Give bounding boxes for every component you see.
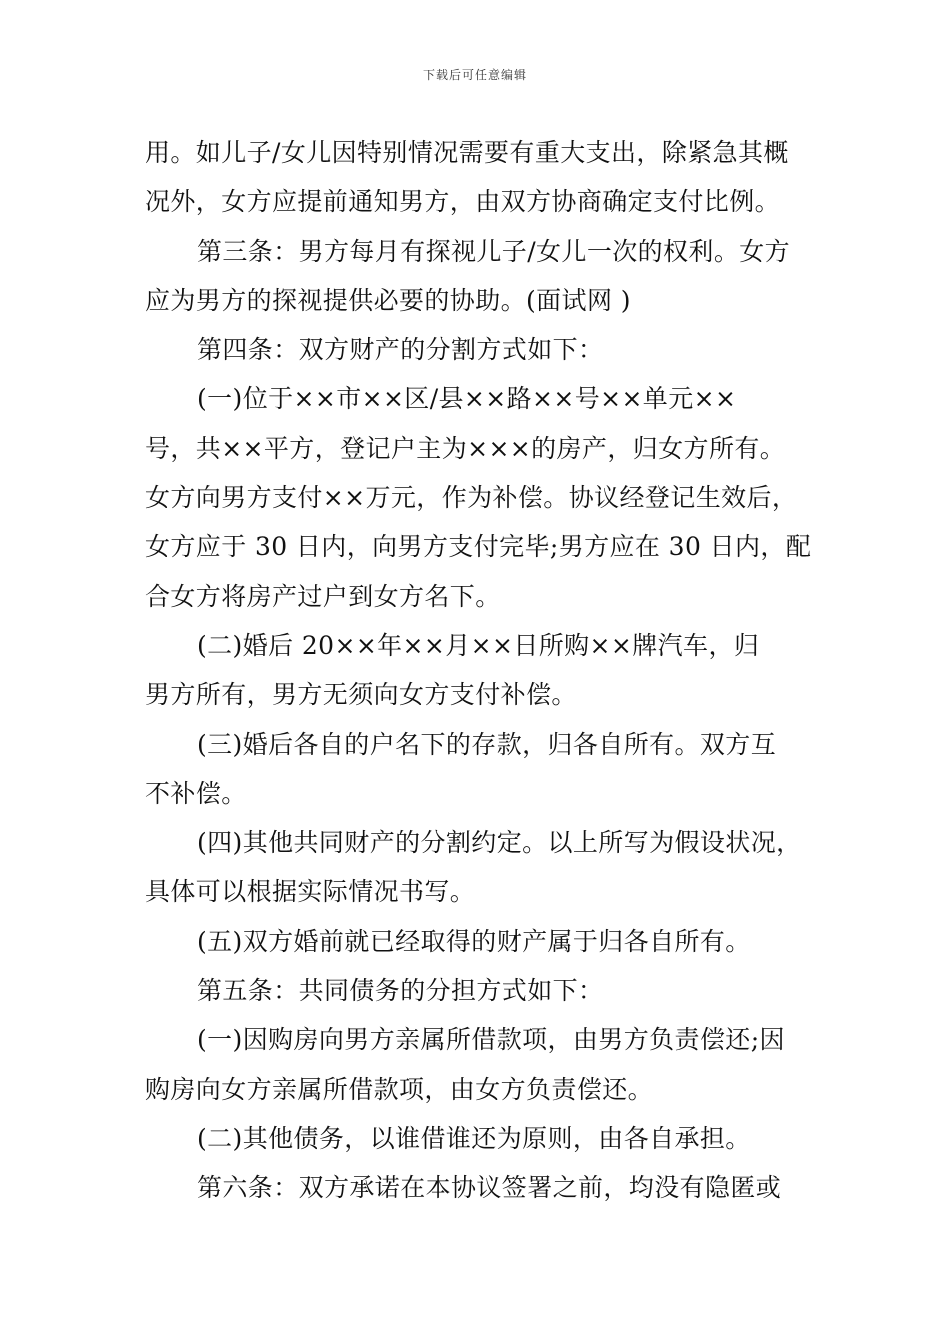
text-line: 购房向女方亲属所借款项，由女方负责偿还。 — [145, 1074, 654, 1104]
article-3-line: 第三条：男方每月有探视儿子/女儿一次的权利。女方 — [197, 236, 791, 266]
text-line: 合女方将房产过户到女方名下。 — [145, 581, 501, 611]
text-line: 女方应于 30 日内，向男方支付完毕;男方应在 30 日内，配 — [145, 532, 812, 562]
text-line: 用。如儿子/女儿因特别情况需要有重大支出，除紧急其概 — [145, 138, 789, 167]
text-line: 号，共××平方，登记户主为×××的房产，归女方所有。 — [145, 433, 786, 463]
clause-line: (三)婚后各自的户名下的存款，归各自所有。双方互 — [197, 729, 777, 759]
header-note: 下载后可任意编辑 — [422, 68, 527, 82]
text-line: 应为男方的探视提供必要的协助。(面试网 ) — [145, 285, 631, 315]
article-5-heading: 第五条：共同债务的分担方式如下： — [197, 976, 604, 1006]
document-body — [145, 128, 810, 1213]
clause-line: (四)其他共同财产的分割约定。以上所写为假设状况， — [197, 828, 802, 858]
article-6-line: 第六条：双方承诺在本协议签署之前，均没有隐匿或 — [197, 1173, 782, 1203]
text-line: 不补偿。 — [145, 778, 247, 808]
text-line: 男方所有，男方无须向女方支付补偿。 — [145, 680, 577, 710]
clause-line: (一)位于××市××区/县××路××号××单元×× — [197, 384, 737, 414]
clause-line: (一)因购房向男方亲属所借款项，由男方负责偿还;因 — [197, 1025, 785, 1055]
text-line: 况外，女方应提前通知男方，由双方协商确定支付比例。 — [145, 187, 781, 217]
clause-line: (二)婚后 20××年××月××日所购××牌汽车，归 — [197, 630, 760, 660]
text-line: 具体可以根据实际情况书写。 — [145, 877, 476, 907]
clause-line: (二)其他债务，以谁借谁还为原则，由各自承担。 — [197, 1123, 751, 1153]
clause-line: (五)双方婚前就已经取得的财产属于归各自所有。 — [197, 926, 751, 956]
article-4-heading: 第四条：双方财产的分割方式如下： — [197, 335, 604, 365]
text-line: 女方向男方支付××万元，作为补偿。协议经登记生效后， — [145, 483, 798, 513]
